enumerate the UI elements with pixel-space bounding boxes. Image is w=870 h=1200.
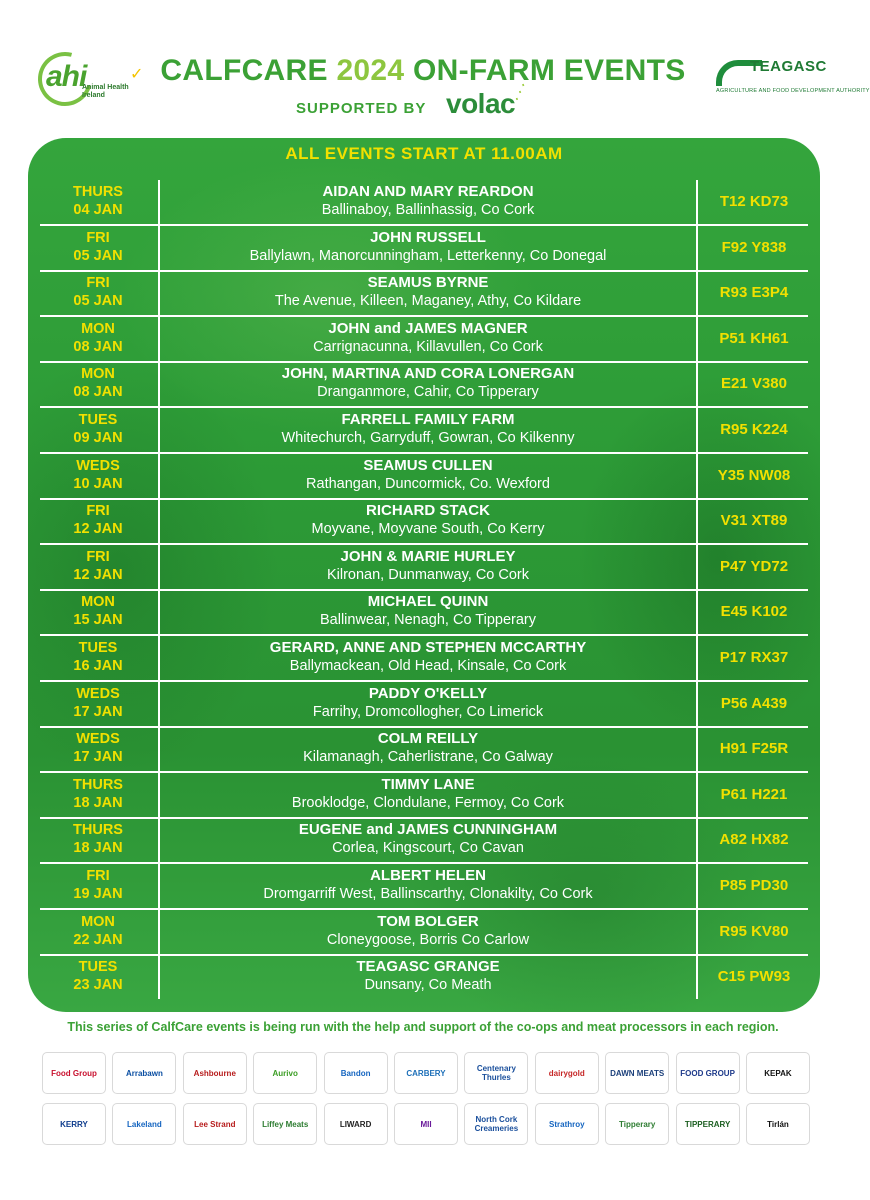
host-address: Ballinwear, Nenagh, Co Tipperary [319, 612, 536, 629]
host-address: Kilronan, Dunmanway, Co Cork [326, 566, 529, 583]
event-day: FRI [86, 548, 110, 565]
event-date-value: 15 JAN [73, 612, 123, 629]
event-row [40, 955, 808, 1001]
event-date-value: 08 JAN [73, 384, 123, 401]
column-divider [158, 226, 160, 270]
eircode: R95 KV80 [719, 922, 789, 940]
sponsor-logo: Lakeland [112, 1103, 176, 1145]
host-name: COLM REILLY [377, 730, 479, 748]
ahi-logo-text: ahi [46, 60, 87, 93]
eircode: H91 F25R [719, 740, 789, 758]
column-divider [158, 590, 160, 634]
event-day: TUES [78, 959, 118, 976]
host-name: TOM BOLGER [377, 912, 479, 930]
column-divider [696, 362, 698, 406]
sponsor-logo: Arrabawn [112, 1052, 176, 1094]
host-name: EUGENE and JAMES CUNNINGHAM [298, 821, 558, 839]
event-date-value: 17 JAN [73, 749, 123, 766]
sponsor-logo: Food Group [42, 1052, 106, 1094]
column-divider [158, 955, 160, 999]
event-date [40, 730, 156, 766]
eircode: R95 K224 [720, 421, 788, 438]
column-divider [158, 727, 160, 771]
event-date-value: 05 JAN [73, 293, 123, 310]
event-row [40, 818, 808, 864]
ahi-logo-subtext: Animal Health Ireland [82, 84, 129, 99]
host-address: Ballylawn, Manorcunningham, Letterkenny, Co Donegal [249, 247, 607, 264]
event-date [40, 821, 156, 857]
event-date [40, 229, 156, 265]
host-address: Moyvane, Moyvane South, Co Kerry [311, 521, 545, 538]
event-date-value: 05 JAN [73, 247, 123, 264]
column-divider [158, 636, 160, 680]
event-date [40, 958, 156, 994]
event-day: MON [81, 913, 115, 930]
volac-logo: volac [446, 88, 516, 119]
event-host [162, 913, 694, 949]
host-name: JOHN RUSSELL [370, 228, 486, 246]
column-divider [696, 910, 698, 954]
event-date-value: 19 JAN [73, 886, 123, 902]
column-divider [696, 271, 698, 315]
event-host [162, 685, 694, 721]
host-address: Farrihy, Dromcollogher, Co Limerick [312, 703, 544, 720]
sponsor-logo: Liffey Meats [253, 1103, 317, 1145]
eircode: A82 HX82 [719, 831, 789, 849]
event-row [40, 362, 808, 408]
event-date-value: 17 JAN [73, 703, 123, 720]
event-day: THURS [73, 822, 123, 839]
column-divider [696, 454, 698, 498]
host-address: Kilamanagh, Caherlistrane, Co Galway [303, 749, 553, 766]
column-divider [696, 864, 698, 908]
column-divider [696, 682, 698, 726]
sponsor-logo: LIWARD [324, 1103, 388, 1145]
event-date-value: 12 JAN [73, 566, 123, 583]
event-host [162, 776, 694, 812]
event-date [40, 502, 156, 538]
eircode: P17 RX37 [719, 649, 789, 666]
event-row [40, 454, 808, 500]
column-divider [158, 818, 160, 862]
event-date-value: 16 JAN [73, 658, 123, 674]
footnote: This series of CalfCare events is being run with the help and support of the co-ops and meat processors in each region. [67, 1020, 779, 1034]
host-address: Whitechurch, Garryduff, Gowran, Co Kilkenny [281, 430, 575, 446]
host-address: Rathangan, Duncormick, Co. Wexford [306, 475, 550, 492]
column-divider [696, 955, 698, 999]
eircode: P47 YD72 [719, 557, 789, 575]
sponsor-logo: DAWN MEATS [605, 1052, 669, 1094]
eircode: Y35 NW08 [717, 466, 791, 484]
host-address: Carrignacunna, Killavullen, Co Cork [313, 338, 543, 355]
event-row [40, 590, 808, 636]
sponsor-logo: Tirlán [746, 1103, 810, 1145]
eircode: R93 E3P4 [719, 284, 789, 302]
host-name: JOHN, MARTINA AND CORA LONERGAN [281, 365, 575, 383]
event-date [40, 913, 156, 949]
event-row [40, 727, 808, 773]
event-date [40, 183, 156, 219]
event-date [40, 685, 156, 721]
eircode: E45 K102 [720, 603, 788, 621]
sponsor-logo: Aurivo [253, 1052, 317, 1094]
event-date [40, 411, 156, 447]
event-date [40, 274, 156, 310]
event-host [162, 639, 694, 675]
host-name: ALBERT HELEN [370, 867, 486, 884]
column-divider [158, 362, 160, 406]
host-name: FARRELL FAMILY FARM [341, 411, 515, 428]
event-day: FRI [86, 868, 110, 884]
column-divider [696, 545, 698, 589]
event-row [40, 226, 808, 272]
column-divider [696, 818, 698, 862]
column-divider [696, 180, 698, 224]
host-address: Dromgarriff West, Ballinscarthy, Clonakilty, Co Cork [263, 886, 593, 902]
host-address: Cloneygoose, Borris Co Carlow [326, 931, 530, 948]
eircode: E21 V380 [721, 375, 787, 393]
event-day: TUES [78, 412, 118, 428]
title-year: 2024 [336, 54, 405, 87]
sponsor-logo: Centenary Thurles [464, 1052, 528, 1094]
eircode: P51 KH61 [719, 329, 789, 347]
event-date [40, 320, 156, 356]
event-host [162, 320, 694, 356]
event-host [162, 958, 694, 994]
host-name: TIMMY LANE [381, 775, 475, 793]
column-divider [158, 545, 160, 589]
eircode: P85 PD30 [719, 877, 789, 894]
event-date [40, 639, 156, 675]
event-date-value: 09 JAN [73, 430, 123, 446]
event-row [40, 910, 808, 956]
column-divider [158, 180, 160, 224]
column-divider [158, 454, 160, 498]
event-day: FRI [86, 275, 110, 292]
eircode: P56 A439 [720, 694, 788, 712]
ahi-logo [38, 50, 148, 108]
host-address: Ballinaboy, Ballinhassig, Co Cork [321, 202, 535, 218]
event-row [40, 317, 808, 363]
host-name: JOHN & MARIE HURLEY [340, 547, 516, 565]
event-host [162, 548, 694, 584]
column-divider [696, 636, 698, 680]
column-divider [158, 682, 160, 726]
sponsor-logo: North Cork Creameries [464, 1103, 528, 1145]
event-date-value: 22 JAN [73, 931, 123, 948]
eircode: F92 Y838 [721, 238, 787, 256]
column-divider [158, 317, 160, 361]
column-divider [158, 773, 160, 817]
host-name: JOHN and JAMES MAGNER [328, 319, 528, 337]
sponsor-logo: Tipperary [605, 1103, 669, 1145]
event-host [162, 229, 694, 265]
event-host [162, 274, 694, 310]
column-divider [696, 317, 698, 361]
event-date [40, 457, 156, 493]
event-host [162, 411, 694, 447]
host-name: GERARD, ANNE AND STEPHEN MCCARTHY [269, 639, 587, 656]
event-host [162, 183, 694, 219]
column-divider [158, 864, 160, 908]
event-date-value: 18 JAN [73, 794, 123, 811]
sponsor-logo: Bandon [324, 1052, 388, 1094]
host-address: Ballymackean, Old Head, Kinsale, Co Cork [289, 658, 567, 674]
event-day: MON [81, 366, 115, 383]
event-host [162, 730, 694, 766]
supported-by-label: SUPPORTED BY [296, 100, 427, 117]
column-divider [696, 226, 698, 270]
event-host [162, 502, 694, 538]
event-date-value: 18 JAN [73, 840, 123, 857]
host-address: Dranganmore, Cahir, Co Tipperary [317, 384, 539, 401]
sponsor-logo: MII [394, 1103, 458, 1145]
column-divider [696, 499, 698, 543]
eircode: C15 PW93 [717, 968, 791, 986]
event-host [162, 457, 694, 493]
event-host [162, 365, 694, 401]
host-address: Corlea, Kingscourt, Co Cavan [332, 840, 524, 857]
event-day: THURS [73, 184, 123, 200]
host-address: Dunsany, Co Meath [364, 977, 492, 994]
host-name: SEAMUS CULLEN [363, 456, 493, 474]
events-start-time: ALL EVENTS START AT 11.00AM [285, 144, 563, 163]
event-date-value: 10 JAN [73, 475, 123, 492]
host-name: AIDAN AND MARY REARDON [322, 183, 534, 200]
event-day: WEDS [76, 457, 120, 474]
event-day: FRI [86, 229, 110, 246]
event-row [40, 636, 808, 682]
sponsor-logo: TIPPERARY [676, 1103, 740, 1145]
column-divider [158, 910, 160, 954]
sponsor-logo: FOOD GROUP [676, 1052, 740, 1094]
event-date [40, 867, 156, 903]
sponsor-logo: Strathroy [535, 1103, 599, 1145]
sponsor-logo: dairygold [535, 1052, 599, 1094]
event-day: WEDS [76, 685, 120, 702]
event-row [40, 408, 808, 454]
event-date [40, 776, 156, 812]
host-address: Brooklodge, Clondulane, Fermoy, Co Cork [291, 794, 565, 811]
teagasc-logo-text: TEAGASC [750, 58, 827, 75]
event-date [40, 365, 156, 401]
column-divider [696, 773, 698, 817]
volac-leaf-icon: ⋰ [509, 81, 531, 104]
event-row [40, 499, 808, 545]
event-date-value: 23 JAN [73, 977, 123, 994]
event-row [40, 271, 808, 317]
host-name: TEAGASC GRANGE [356, 958, 500, 976]
host-name: PADDY O'KELLY [368, 684, 488, 702]
event-host [162, 821, 694, 857]
events-panel [28, 138, 820, 1012]
sponsor-logo: Ashbourne [183, 1052, 247, 1094]
event-date-value: 12 JAN [73, 521, 123, 538]
event-row [40, 545, 808, 591]
event-date [40, 593, 156, 629]
event-date-value: 04 JAN [73, 202, 123, 218]
sponsor-logo: CARBERY [394, 1052, 458, 1094]
column-divider [158, 499, 160, 543]
column-divider [696, 727, 698, 771]
event-row [40, 682, 808, 728]
column-divider [158, 271, 160, 315]
event-day: FRI [86, 503, 110, 520]
event-day: THURS [73, 776, 123, 793]
column-divider [158, 408, 160, 452]
event-host [162, 867, 694, 903]
event-day: WEDS [76, 731, 120, 748]
host-address: The Avenue, Killeen, Maganey, Athy, Co Kildare [274, 293, 582, 310]
host-name: MICHAEL QUINN [367, 593, 489, 611]
eircode: P61 H221 [720, 785, 788, 803]
event-day: MON [81, 320, 115, 337]
teagasc-logo [712, 56, 870, 100]
teagasc-logo-subtext: AGRICULTURE AND FOOD DEVELOPMENT AUTHORITY [716, 88, 870, 94]
event-date-value: 08 JAN [73, 338, 123, 355]
host-name: SEAMUS BYRNE [367, 274, 489, 292]
eircode: T12 KD73 [719, 193, 789, 210]
sponsor-logo: KERRY [42, 1103, 106, 1145]
column-divider [696, 590, 698, 634]
sponsor-logo: Lee Strand [183, 1103, 247, 1145]
event-row [40, 773, 808, 819]
event-host [162, 593, 694, 629]
sponsor-logo: KEPAK [746, 1052, 810, 1094]
column-divider [696, 408, 698, 452]
host-name: RICHARD STACK [366, 502, 490, 520]
tick-icon: ✓ [130, 66, 144, 83]
event-day: MON [81, 594, 115, 611]
eircode: V31 XT89 [720, 512, 788, 530]
event-row [40, 180, 808, 226]
event-date [40, 548, 156, 584]
page-title: CALFCARE 2024 ON-FARM EVENTS [160, 54, 686, 87]
event-row [40, 864, 808, 910]
event-day: TUES [78, 640, 118, 656]
